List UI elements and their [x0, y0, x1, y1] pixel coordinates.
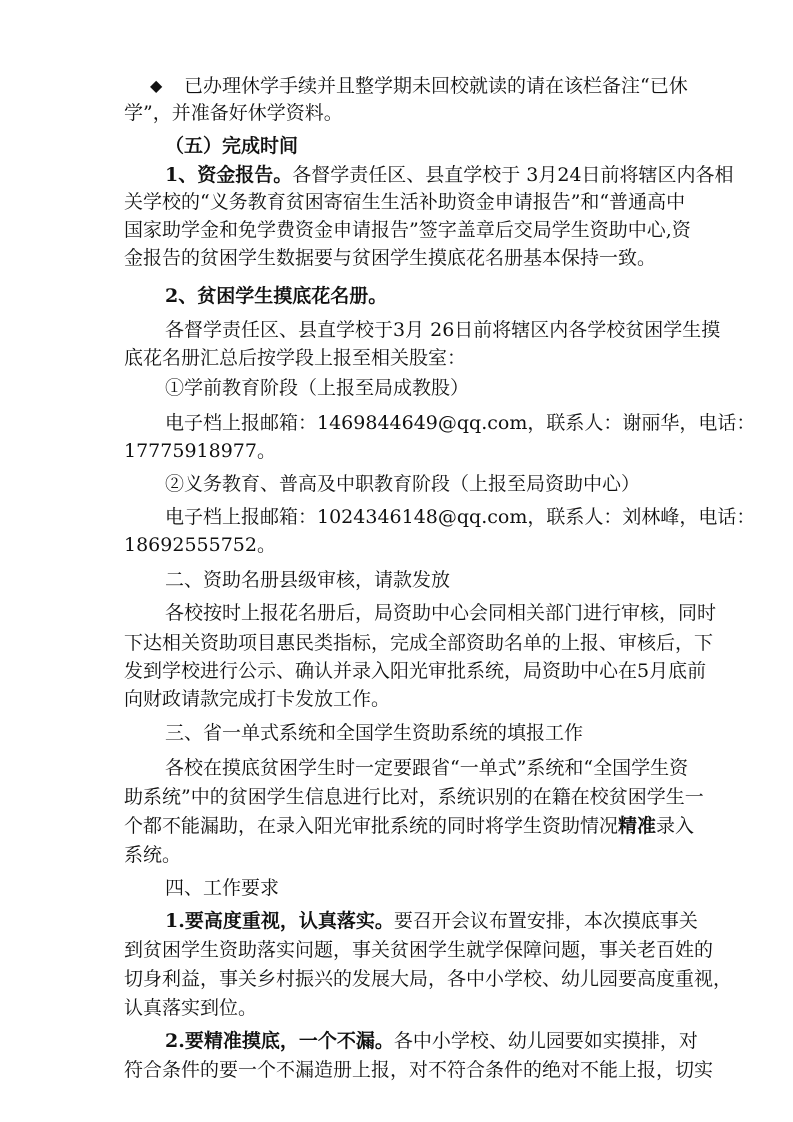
item2-sub-1: ①学前教育阶段（上报至局成教股） [165, 377, 470, 399]
req1-line-1 [165, 909, 698, 933]
bullet-line-1: 已办理休学手续并且整学期未回校就读的请在该栏备注“已休 [184, 75, 688, 97]
req2-line-2: 符合条件的要一个不漏造册上报，对不符合条件的绝对不能上报，切实 [124, 1059, 714, 1081]
req1-line-4: 认真落实到位。 [124, 997, 258, 1019]
item2-sub-2: ②义务教育、普高及中职教育阶段（上报至局资助中心） [165, 473, 641, 495]
section-3-line-1: 各校在摸底贫困学生时一定要跟省“一单式”系统和“全国学生资 [165, 757, 689, 779]
req1-line-3: 切身利益，事关乡村振兴的发展大局，各中小学校、幼儿园要高度重视， [124, 968, 733, 990]
section-3-line-3: 个都不能漏助，在录入阳光审批系统的同时将学生资助情况精准录入 [124, 815, 695, 837]
item2-line-1: 各督学责任区、县直学校于3月 26日前将辖区内各学校贫困学生摸 [165, 319, 721, 341]
section-2-line-3: 发到学校进行公示、确认并录入阳光审批系统，局资助中心在5月底前 [124, 660, 707, 682]
req2-lead: 2.要精准摸底，一个不漏。 [165, 1030, 394, 1052]
section-3-line-2: 助系统”中的贫困学生信息进行比对，系统识别的在籍在校贫困学生一 [124, 786, 704, 808]
req1-line-2: 到贫困学生资助落实问题，事关贫困学生就学保障问题，事关老百姓的 [124, 939, 714, 961]
section-3-line-4: 系统。 [124, 844, 182, 866]
section-5-title: （五）完成时间 [165, 135, 299, 157]
item2-title: 2、贫困学生摸底花名册。 [165, 285, 388, 307]
item1-line-3: 国家助学金和免学费资金申请报告”签字盖章后交局学生资助中心,资 [124, 219, 691, 241]
req1-line-1-rest: 要召开会议布置安排，本次摸底事关 [393, 910, 698, 932]
section-2-line-1: 各校按时上报花名册后，局资助中心会同相关部门进行审核，同时 [165, 602, 717, 624]
section-2-title: 二、资助名册县级审核，请款发放 [165, 569, 451, 591]
item2-sub-2-contact: 电子档上报邮箱：1024346148@qq.com，联系人：刘林峰，电话： [165, 506, 756, 528]
req1-lead: 1.要高度重视，认真落实。 [165, 910, 394, 932]
item2-line-2: 底花名册汇总后按学段上报至相关股室： [124, 347, 467, 369]
req2-line-1-rest: 各中小学校、幼儿园要如实摸排，对 [393, 1030, 698, 1052]
section-3-title: 三、省一单式系统和全国学生资助系统的填报工作 [165, 722, 584, 744]
emphasis-text: 精准 [618, 815, 657, 837]
item2-sub-2-phone: 18692555752。 [124, 534, 276, 556]
section-2-line-2: 下达相关资助项目惠民类指标，完成全部资助名单的上报、审核后，下 [124, 632, 714, 654]
item1-lead: 1、资金报告。 [165, 164, 293, 186]
diamond-bullet-icon: ◆ [150, 76, 163, 95]
item2-sub-1-phone: 17775918977。 [124, 440, 276, 462]
section-4-title: 四、工作要求 [165, 877, 280, 899]
item2-sub-1-contact: 电子档上报邮箱：1469844649@qq.com，联系人：谢丽华，电话： [165, 412, 756, 434]
section-2-line-4: 向财政请款完成打卡发放工作。 [124, 688, 391, 710]
item1-line-4: 金报告的贫困学生数据要与贫困学生摸底花名册基本保持一致。 [124, 247, 657, 269]
item1-line-1 [165, 163, 734, 187]
item1-line-1-rest: 各督学责任区、县直学校于 3月24日前将辖区内各相 [292, 164, 734, 186]
req2-line-1 [165, 1029, 698, 1053]
item1-line-2: 关学校的“义务教育贫困寄宿生生活补助资金申请报告”和“普通高中 [124, 191, 686, 213]
bullet-line-2: 学”，并准备好休学资料。 [124, 102, 343, 124]
